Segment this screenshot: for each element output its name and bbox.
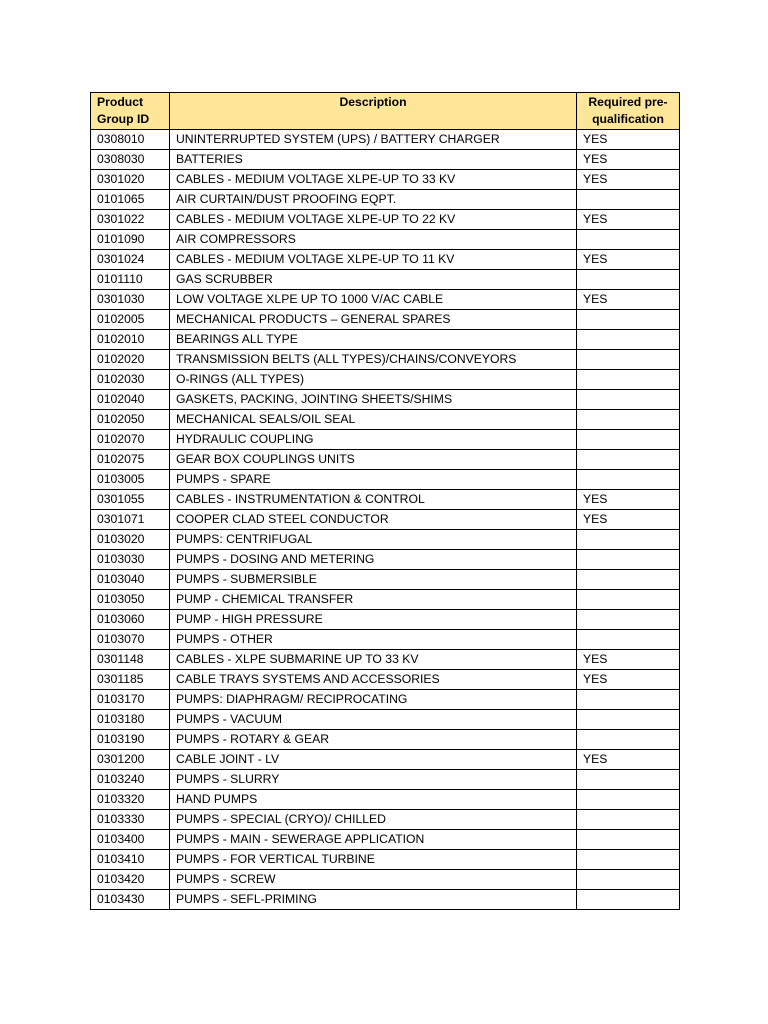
table-row <box>91 890 680 910</box>
cell-required-prequalification: YES <box>577 510 680 530</box>
cell-required-prequalification <box>577 830 680 850</box>
table-row <box>91 830 680 850</box>
cell-product-group-id: 0301022 <box>91 210 170 230</box>
cell-product-group-id: 0301020 <box>91 170 170 190</box>
cell-product-group-id: 0102070 <box>91 430 170 450</box>
cell-product-group-id: 0101065 <box>91 190 170 210</box>
cell-required-prequalification <box>577 190 680 210</box>
cell-product-group-id: 0301024 <box>91 250 170 270</box>
table-body <box>91 130 680 910</box>
table-row <box>91 730 680 750</box>
cell-required-prequalification <box>577 810 680 830</box>
table-row <box>91 710 680 730</box>
table-row <box>91 770 680 790</box>
cell-product-group-id: 0103190 <box>91 730 170 750</box>
cell-required-prequalification: YES <box>577 490 680 510</box>
cell-required-prequalification <box>577 390 680 410</box>
cell-required-prequalification <box>577 610 680 630</box>
cell-required-prequalification: YES <box>577 150 680 170</box>
table-row <box>91 670 680 690</box>
cell-required-prequalification <box>577 710 680 730</box>
cell-description: PUMPS - FOR VERTICAL TURBINE <box>170 850 577 870</box>
cell-description: PUMPS - SUBMERSIBLE <box>170 570 577 590</box>
cell-product-group-id: 0301055 <box>91 490 170 510</box>
cell-product-group-id: 0102040 <box>91 390 170 410</box>
cell-description: CABLES - MEDIUM VOLTAGE XLPE-UP TO 33 KV <box>170 170 577 190</box>
cell-product-group-id: 0103070 <box>91 630 170 650</box>
cell-description: CABLES - XLPE SUBMARINE UP TO 33 KV <box>170 650 577 670</box>
cell-required-prequalification <box>577 270 680 290</box>
header-required-prequalification: Required pre-qualification <box>577 93 680 130</box>
cell-required-prequalification: YES <box>577 170 680 190</box>
table-row <box>91 170 680 190</box>
table-row <box>91 610 680 630</box>
table-row <box>91 250 680 270</box>
cell-product-group-id: 0103050 <box>91 590 170 610</box>
cell-required-prequalification <box>577 590 680 610</box>
cell-description: COOPER CLAD STEEL CONDUCTOR <box>170 510 577 530</box>
cell-required-prequalification <box>577 850 680 870</box>
cell-description: PUMPS - MAIN - SEWERAGE APPLICATION <box>170 830 577 850</box>
table-row <box>91 510 680 530</box>
cell-description: CABLES - INSTRUMENTATION & CONTROL <box>170 490 577 510</box>
table-row <box>91 190 680 210</box>
cell-description: AIR CURTAIN/DUST PROOFING EQPT. <box>170 190 577 210</box>
cell-product-group-id: 0103170 <box>91 690 170 710</box>
table-row <box>91 290 680 310</box>
table-row <box>91 490 680 510</box>
cell-description: CABLES - MEDIUM VOLTAGE XLPE-UP TO 11 KV <box>170 250 577 270</box>
cell-description: PUMPS - SLURRY <box>170 770 577 790</box>
table-row <box>91 870 680 890</box>
cell-product-group-id: 0102010 <box>91 330 170 350</box>
cell-product-group-id: 0103060 <box>91 610 170 630</box>
cell-product-group-id: 0103030 <box>91 550 170 570</box>
cell-product-group-id: 0102020 <box>91 350 170 370</box>
cell-product-group-id: 0308010 <box>91 130 170 150</box>
cell-description: AIR COMPRESSORS <box>170 230 577 250</box>
cell-product-group-id: 0101110 <box>91 270 170 290</box>
cell-description: PUMPS - SCREW <box>170 870 577 890</box>
table-row <box>91 550 680 570</box>
cell-required-prequalification <box>577 370 680 390</box>
cell-description: TRANSMISSION BELTS (ALL TYPES)/CHAINS/CONVEYORS <box>170 350 577 370</box>
cell-product-group-id: 0101090 <box>91 230 170 250</box>
cell-required-prequalification <box>577 310 680 330</box>
table-row <box>91 370 680 390</box>
cell-required-prequalification <box>577 350 680 370</box>
table-row <box>91 230 680 250</box>
cell-description: PUMPS - OTHER <box>170 630 577 650</box>
cell-description: PUMPS: DIAPHRAGM/ RECIPROCATING <box>170 690 577 710</box>
cell-product-group-id: 0301030 <box>91 290 170 310</box>
cell-required-prequalification <box>577 230 680 250</box>
cell-description: HYDRAULIC COUPLING <box>170 430 577 450</box>
cell-description: GASKETS, PACKING, JOINTING SHEETS/SHIMS <box>170 390 577 410</box>
cell-description: CABLE TRAYS SYSTEMS AND ACCESSORIES <box>170 670 577 690</box>
cell-required-prequalification <box>577 630 680 650</box>
table-row <box>91 690 680 710</box>
table-row <box>91 450 680 470</box>
cell-required-prequalification: YES <box>577 750 680 770</box>
cell-product-group-id: 0103040 <box>91 570 170 590</box>
cell-required-prequalification: YES <box>577 130 680 150</box>
cell-required-prequalification <box>577 570 680 590</box>
table-row <box>91 750 680 770</box>
cell-description: PUMPS - ROTARY & GEAR <box>170 730 577 750</box>
table-row <box>91 810 680 830</box>
table-row <box>91 850 680 870</box>
cell-description: PUMPS - VACUUM <box>170 710 577 730</box>
cell-description: HAND PUMPS <box>170 790 577 810</box>
cell-product-group-id: 0102005 <box>91 310 170 330</box>
table-row <box>91 210 680 230</box>
table-row <box>91 310 680 330</box>
cell-required-prequalification <box>577 450 680 470</box>
cell-description: PUMPS - DOSING AND METERING <box>170 550 577 570</box>
cell-product-group-id: 0103410 <box>91 850 170 870</box>
table-row <box>91 790 680 810</box>
cell-product-group-id: 0103005 <box>91 470 170 490</box>
cell-product-group-id: 0103320 <box>91 790 170 810</box>
cell-description: PUMPS: CENTRIFUGAL <box>170 530 577 550</box>
cell-description: BEARINGS ALL TYPE <box>170 330 577 350</box>
table-row <box>91 350 680 370</box>
table-row <box>91 470 680 490</box>
cell-required-prequalification <box>577 690 680 710</box>
table-row <box>91 130 680 150</box>
header-product-group-id: Product Group ID <box>91 93 170 130</box>
cell-description: PUMPS - SPECIAL (CRYO)/ CHILLED <box>170 810 577 830</box>
cell-product-group-id: 0103400 <box>91 830 170 850</box>
cell-description: MECHANICAL PRODUCTS – GENERAL SPARES <box>170 310 577 330</box>
cell-required-prequalification <box>577 730 680 750</box>
product-group-table <box>90 92 680 910</box>
cell-product-group-id: 0103420 <box>91 870 170 890</box>
cell-product-group-id: 0301185 <box>91 670 170 690</box>
cell-product-group-id: 0103240 <box>91 770 170 790</box>
cell-required-prequalification <box>577 470 680 490</box>
header-description: Description <box>170 93 577 130</box>
cell-product-group-id: 0102030 <box>91 370 170 390</box>
cell-description: PUMPS - SEFL-PRIMING <box>170 890 577 910</box>
cell-description: LOW VOLTAGE XLPE UP TO 1000 V/AC CABLE <box>170 290 577 310</box>
cell-description: CABLES - MEDIUM VOLTAGE XLPE-UP TO 22 KV <box>170 210 577 230</box>
cell-description: PUMP - HIGH PRESSURE <box>170 610 577 630</box>
cell-required-prequalification <box>577 770 680 790</box>
cell-product-group-id: 0102075 <box>91 450 170 470</box>
cell-product-group-id: 0103180 <box>91 710 170 730</box>
cell-description: UNINTERRUPTED SYSTEM (UPS) / BATTERY CHARGER <box>170 130 577 150</box>
cell-required-prequalification <box>577 530 680 550</box>
cell-required-prequalification <box>577 430 680 450</box>
table-row <box>91 270 680 290</box>
cell-product-group-id: 0103430 <box>91 890 170 910</box>
cell-required-prequalification <box>577 410 680 430</box>
table-header-row <box>91 93 680 130</box>
cell-product-group-id: 0301071 <box>91 510 170 530</box>
cell-description: PUMPS - SPARE <box>170 470 577 490</box>
cell-description: GEAR BOX COUPLINGS UNITS <box>170 450 577 470</box>
table-row <box>91 570 680 590</box>
cell-required-prequalification <box>577 790 680 810</box>
cell-product-group-id: 0301200 <box>91 750 170 770</box>
table-row <box>91 590 680 610</box>
cell-product-group-id: 0301148 <box>91 650 170 670</box>
cell-product-group-id: 0102050 <box>91 410 170 430</box>
table-row <box>91 650 680 670</box>
cell-product-group-id: 0308030 <box>91 150 170 170</box>
cell-required-prequalification: YES <box>577 650 680 670</box>
cell-product-group-id: 0103020 <box>91 530 170 550</box>
table-row <box>91 330 680 350</box>
cell-description: MECHANICAL SEALS/OIL SEAL <box>170 410 577 430</box>
cell-product-group-id: 0103330 <box>91 810 170 830</box>
cell-required-prequalification: YES <box>577 250 680 270</box>
cell-description: PUMP - CHEMICAL TRANSFER <box>170 590 577 610</box>
cell-required-prequalification <box>577 330 680 350</box>
table-row <box>91 390 680 410</box>
cell-required-prequalification: YES <box>577 210 680 230</box>
cell-description: O-RINGS (ALL TYPES) <box>170 370 577 390</box>
cell-required-prequalification <box>577 550 680 570</box>
cell-required-prequalification <box>577 870 680 890</box>
table-row <box>91 150 680 170</box>
table-row <box>91 430 680 450</box>
cell-description: BATTERIES <box>170 150 577 170</box>
cell-required-prequalification <box>577 890 680 910</box>
table-row <box>91 630 680 650</box>
table-row <box>91 530 680 550</box>
cell-description: CABLE JOINT - LV <box>170 750 577 770</box>
table-row <box>91 410 680 430</box>
cell-required-prequalification: YES <box>577 290 680 310</box>
cell-required-prequalification: YES <box>577 670 680 690</box>
cell-description: GAS SCRUBBER <box>170 270 577 290</box>
